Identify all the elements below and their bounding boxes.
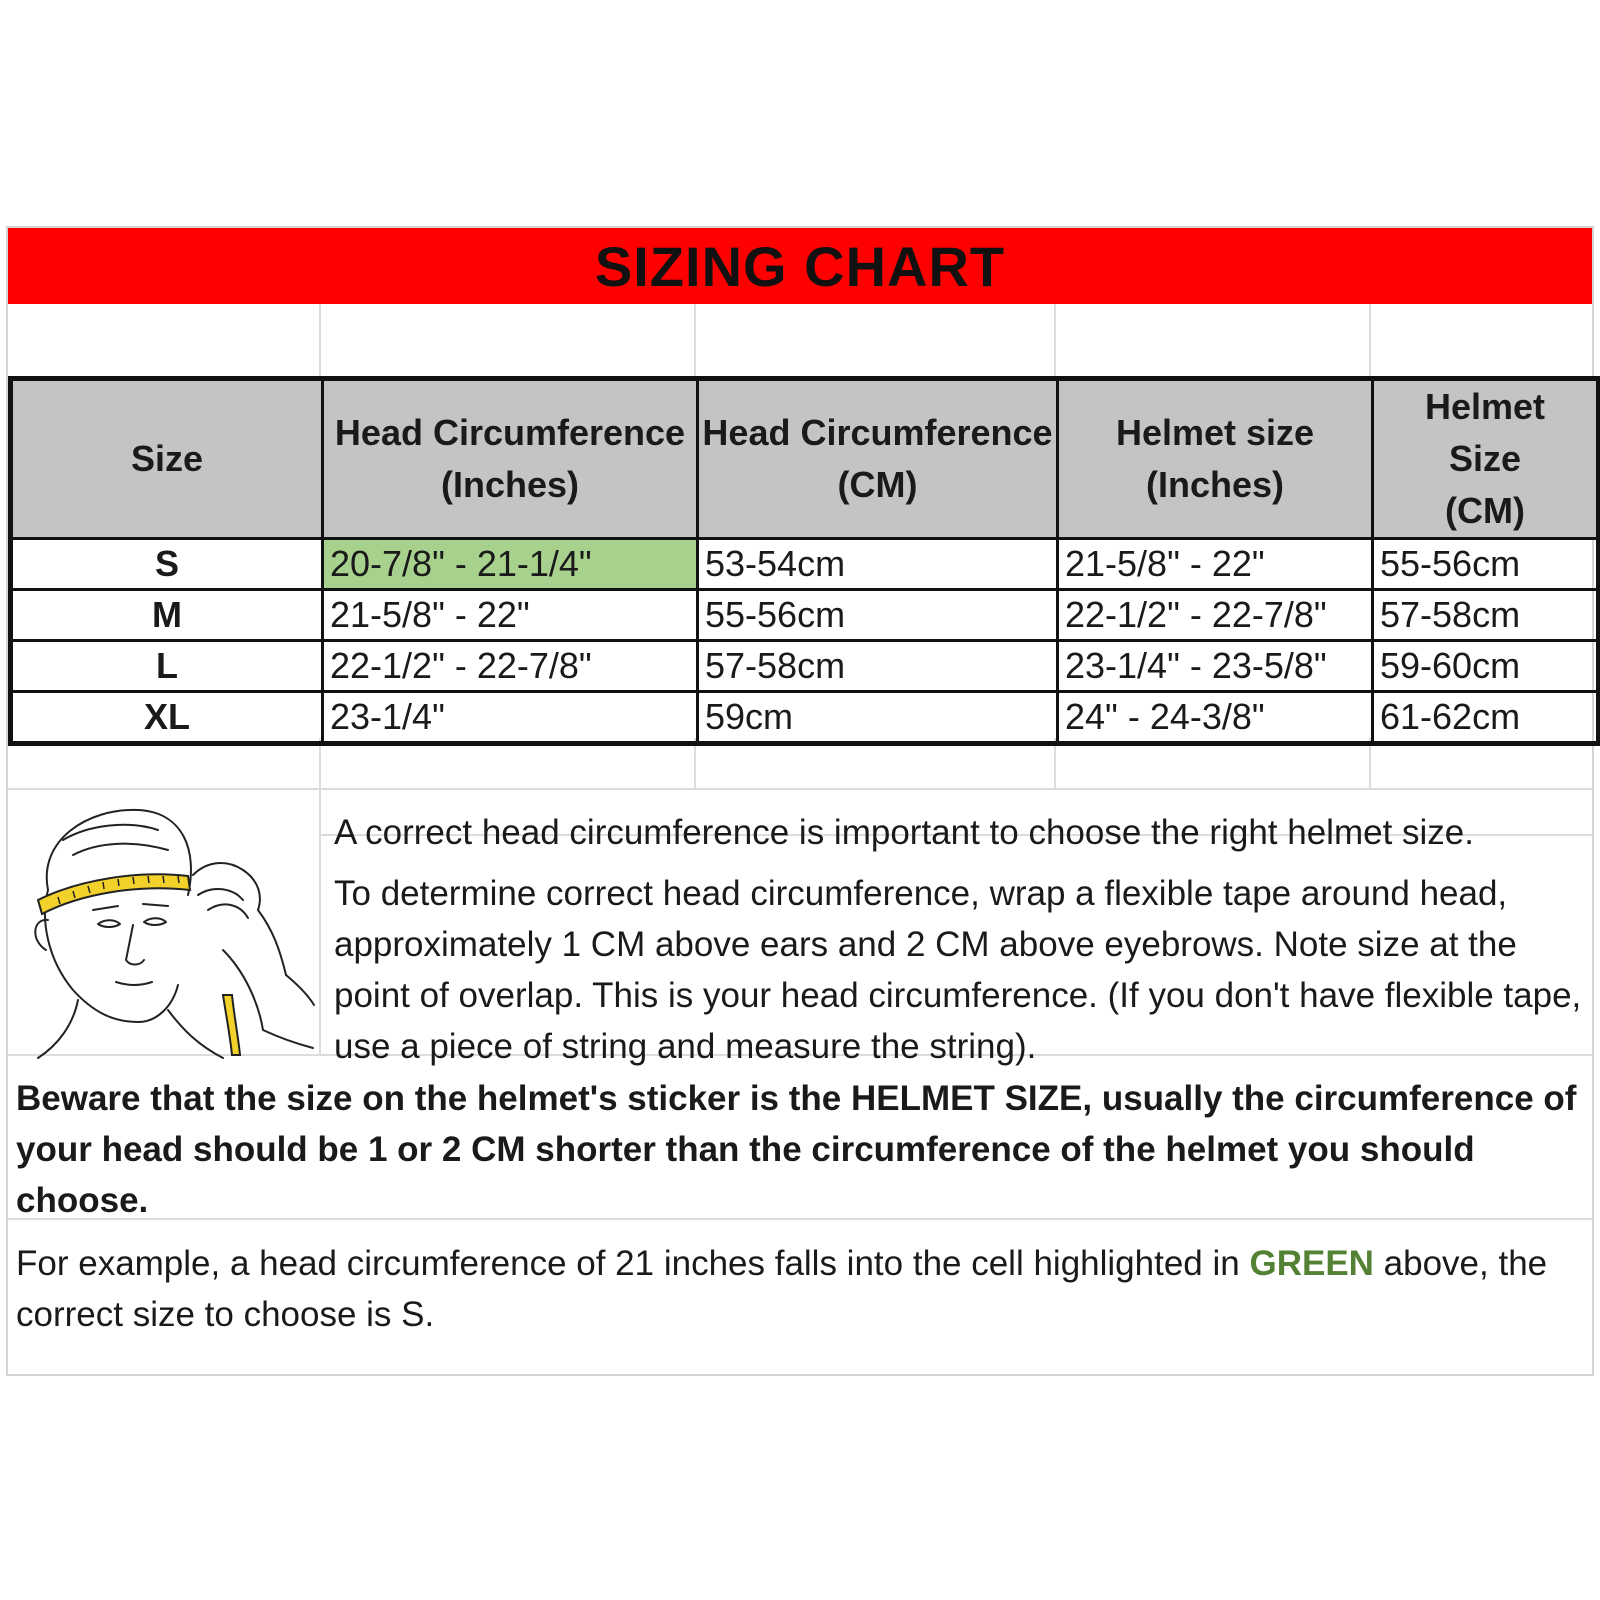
grid-line — [319, 304, 321, 376]
head-measuring-tape-icon — [18, 800, 318, 1066]
highlighted-cell: 20-7/8" - 21-1/4" — [323, 539, 698, 590]
table-cell: 59cm — [698, 692, 1058, 744]
header-helmet-cm: Helmet Size (CM) — [1373, 379, 1599, 539]
table-row — [11, 692, 1599, 744]
header-size: Size — [11, 379, 323, 539]
size-cell: M — [11, 590, 323, 641]
table-cell: 61-62cm — [1373, 692, 1599, 744]
size-cell: XL — [11, 692, 323, 744]
table-cell: 23-1/4" — [323, 692, 698, 744]
example-text: For example, a head circumference of 21 inches falls into the cell highlighted in — [16, 1244, 1250, 1283]
table-cell: 55-56cm — [1373, 539, 1599, 590]
table-row — [11, 590, 1599, 641]
example-note — [16, 1238, 1586, 1340]
table-cell: 57-58cm — [1373, 590, 1599, 641]
table-cell: 22-1/2" - 22-7/8" — [323, 641, 698, 692]
header-head-cm: Head Circumference (CM) — [698, 379, 1058, 539]
size-cell: L — [11, 641, 323, 692]
instructions-text: To determine correct head circumference, wrap a flexible tape around head, approximately 1 CM above ears and 2 CM above eyebrows. Note size at the point of overlap. This is your head circumference. (If you don't have flexible tape, use a piece of string and measure the string). — [334, 874, 1582, 1066]
table-cell: 59-60cm — [1373, 641, 1599, 692]
chart-title: SIZING CHART — [8, 228, 1592, 304]
grid-line — [1054, 304, 1056, 376]
grid-line — [319, 790, 321, 1054]
intro-text: A correct head circumference is important to choose the right helmet size. — [334, 813, 1474, 852]
green-highlight-word: GREEN — [1249, 1244, 1374, 1283]
table-cell: 22-1/2" - 22-7/8" — [1058, 590, 1373, 641]
size-cell: S — [11, 539, 323, 590]
table-cell: 53-54cm — [698, 539, 1058, 590]
table-cell: 21-5/8" - 22" — [1058, 539, 1373, 590]
grid-line — [1369, 304, 1371, 376]
table-cell: 55-56cm — [698, 590, 1058, 641]
beware-note: Beware that the size on the helmet's sticker is the HELMET SIZE, usually the circumference of your head should be 1 or 2 CM shorter than the circumference of the helmet you should choose. — [16, 1079, 1577, 1220]
table-header-row — [11, 379, 1599, 539]
size-table — [8, 376, 1600, 746]
table-cell: 24" - 24-3/8" — [1058, 692, 1373, 744]
table-cell: 23-1/4" - 23-5/8" — [1058, 641, 1373, 692]
header-helmet-inches: Helmet size (Inches) — [1058, 379, 1373, 539]
grid-line — [8, 788, 1592, 790]
example-text-end: above, the correct size to choose is S. — [16, 1244, 1548, 1334]
table-row — [11, 641, 1599, 692]
table-cell: 21-5/8" - 22" — [323, 590, 698, 641]
table-row — [11, 539, 1599, 590]
table-cell: 57-58cm — [698, 641, 1058, 692]
grid-line — [694, 304, 696, 376]
sizing-chart-sheet — [6, 226, 1594, 1376]
header-head-inches: Head Circumference (Inches) — [323, 379, 698, 539]
